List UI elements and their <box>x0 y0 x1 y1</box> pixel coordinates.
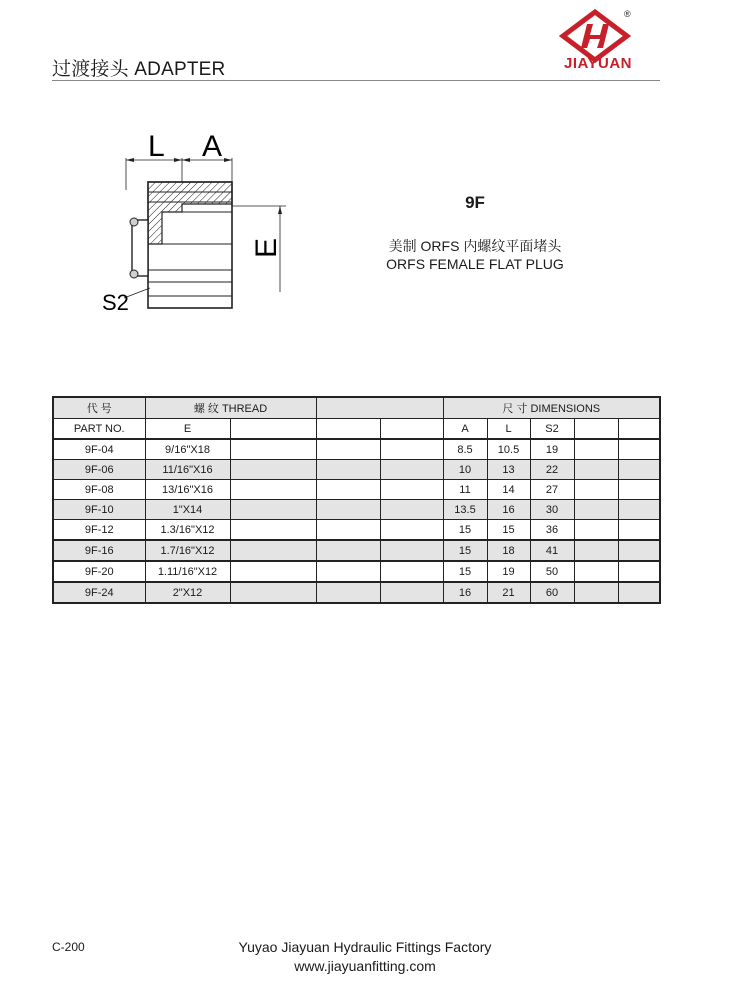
cell-S2: 36 <box>530 520 574 541</box>
cell-E: 1"X14 <box>145 500 230 520</box>
cell-A: 15 <box>443 520 487 541</box>
cell-E: 2"X12 <box>145 582 230 603</box>
dim-label-E: E <box>250 237 283 258</box>
cell-A: 15 <box>443 540 487 561</box>
cell-L: 10.5 <box>487 439 530 460</box>
header-part-cn: 代 号 <box>53 397 145 419</box>
cell-A: 13.5 <box>443 500 487 520</box>
cell-A: 8.5 <box>443 439 487 460</box>
cell-S2: 27 <box>530 480 574 500</box>
table-row <box>53 561 660 582</box>
brand-name: JIAYUAN <box>564 55 632 72</box>
cell-part: 9F-16 <box>53 540 145 561</box>
cell-E: 13/16"X16 <box>145 480 230 500</box>
cell-A: 10 <box>443 460 487 480</box>
footer-url[interactable]: www.jiayuanfitting.com <box>294 958 436 974</box>
cell-part: 9F-12 <box>53 520 145 541</box>
cell-L: 14 <box>487 480 530 500</box>
header-L: L <box>487 419 530 440</box>
header-dimensions: 尺 寸 DIMENSIONS <box>443 397 660 419</box>
header-S2: S2 <box>530 419 574 440</box>
footer-company: Yuyao Jiayuan Hydraulic Fittings Factory <box>238 939 492 955</box>
product-name-en: ORFS FEMALE FLAT PLUG <box>386 256 564 272</box>
table-row <box>53 540 660 561</box>
cell-E: 1.3/16"X12 <box>145 520 230 541</box>
cell-L: 13 <box>487 460 530 480</box>
page-title: 过渡接头 ADAPTER <box>52 59 226 80</box>
table-row <box>53 500 660 520</box>
header-thread: 螺 纹 THREAD <box>145 397 316 419</box>
table-row <box>53 460 660 480</box>
cell-S2: 60 <box>530 582 574 603</box>
cell-part: 9F-24 <box>53 582 145 603</box>
cell-A: 11 <box>443 480 487 500</box>
cell-E: 1.11/16"X12 <box>145 561 230 582</box>
part-code: 9F <box>465 193 485 212</box>
cell-E: 9/16"X18 <box>145 439 230 460</box>
cell-S2: 50 <box>530 561 574 582</box>
cell-A: 16 <box>443 582 487 603</box>
cell-L: 16 <box>487 500 530 520</box>
page-number: C-200 <box>52 940 85 954</box>
cell-part: 9F-10 <box>53 500 145 520</box>
cell-E: 11/16"X16 <box>145 460 230 480</box>
cell-S2: 19 <box>530 439 574 460</box>
cell-L: 18 <box>487 540 530 561</box>
table-row <box>53 520 660 541</box>
header-A: A <box>443 419 487 440</box>
header-divider <box>52 80 660 81</box>
cell-L: 21 <box>487 582 530 603</box>
registered-mark: ® <box>624 9 631 19</box>
cell-part: 9F-06 <box>53 460 145 480</box>
dimension-table <box>52 396 661 604</box>
cell-A: 15 <box>443 561 487 582</box>
cell-S2: 22 <box>530 460 574 480</box>
header-E: E <box>145 419 230 440</box>
header-part-no: PART NO. <box>53 419 145 440</box>
product-name-cn: 美制 ORFS 内螺纹平面堵头 <box>388 238 562 254</box>
table-row <box>53 582 660 603</box>
dim-label-L: L <box>148 130 165 163</box>
dim-label-A: A <box>202 130 223 163</box>
cell-part: 9F-04 <box>53 439 145 460</box>
dim-label-S2: S2 <box>102 290 129 315</box>
cell-part: 9F-20 <box>53 561 145 582</box>
cell-L: 15 <box>487 520 530 541</box>
cell-part: 9F-08 <box>53 480 145 500</box>
cell-S2: 41 <box>530 540 574 561</box>
table-row <box>53 439 660 460</box>
cell-L: 19 <box>487 561 530 582</box>
plug-technical-drawing <box>90 120 310 320</box>
table-row <box>53 480 660 500</box>
cell-E: 1.7/16"X12 <box>145 540 230 561</box>
cell-S2: 30 <box>530 500 574 520</box>
